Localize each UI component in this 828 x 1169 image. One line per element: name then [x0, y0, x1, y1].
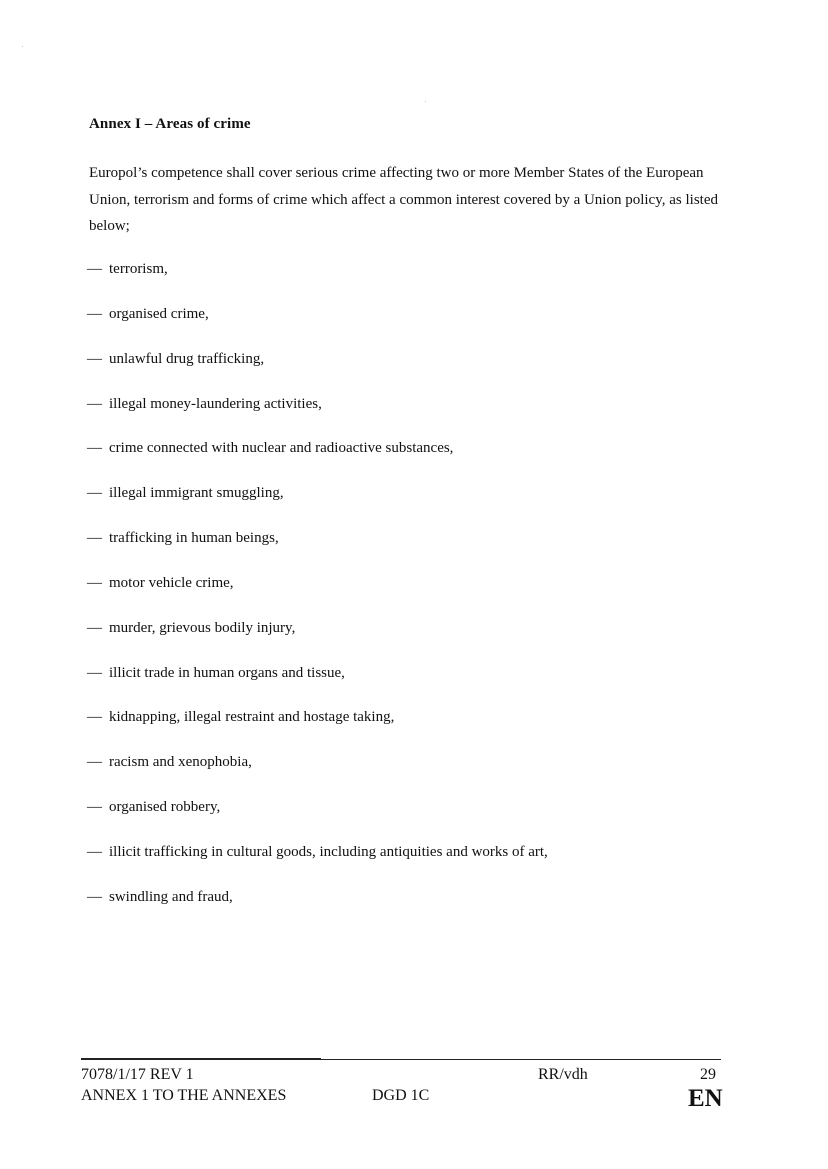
list-item-text: organised crime,: [109, 305, 209, 322]
list-item-text: racism and xenophobia,: [109, 754, 252, 771]
scan-speck: [425, 101, 426, 102]
list-item: [87, 841, 548, 886]
list-item-text: illegal immigrant smuggling,: [109, 485, 284, 502]
dash-bullet: —: [87, 440, 102, 457]
scan-speck: [22, 46, 23, 47]
annex-heading: Annex I – Areas of crime: [89, 116, 251, 132]
list-item: [87, 572, 548, 617]
dash-bullet: —: [87, 888, 102, 905]
document-reference: 7078/1/17 REV 1: [81, 1066, 194, 1083]
list-item-text: murder, grievous bodily injury,: [109, 619, 296, 636]
dash-bullet: —: [87, 485, 102, 502]
list-item: [87, 303, 548, 348]
dash-bullet: —: [87, 799, 102, 816]
list-item-text: unlawful drug trafficking,: [109, 350, 265, 367]
crime-areas-list: [87, 258, 548, 931]
list-item: [87, 662, 548, 707]
page-number: 29: [700, 1066, 716, 1083]
author-initials: RR/vdh: [538, 1066, 588, 1083]
dash-bullet: —: [87, 709, 102, 726]
list-item-text: swindling and fraud,: [109, 888, 233, 905]
department-code: DGD 1C: [372, 1087, 430, 1104]
list-item: [87, 796, 548, 841]
list-item: [87, 751, 548, 796]
list-item: [87, 886, 548, 931]
list-item-text: illegal money-laundering activities,: [109, 395, 322, 412]
list-item: [87, 437, 548, 482]
intro-paragraph: Europol’s competence shall cover serious crime affecting two or more Member States of the European Union, terrorism and forms of crime which affect a common interest covered by a Union policy, as listed below;: [89, 165, 718, 234]
list-item: [87, 393, 548, 438]
annex-reference: ANNEX 1 TO THE ANNEXES: [81, 1087, 287, 1104]
list-item-text: trafficking in human beings,: [109, 530, 279, 547]
dash-bullet: —: [87, 530, 102, 547]
dash-bullet: —: [87, 843, 102, 860]
dash-bullet: —: [87, 350, 102, 367]
list-item-text: motor vehicle crime,: [109, 574, 234, 591]
list-item-text: organised robbery,: [109, 799, 221, 816]
dash-bullet: —: [87, 619, 102, 636]
list-item: [87, 527, 548, 572]
list-item-text: illicit trafficking in cultural goods, including antiquities and works of art,: [109, 843, 548, 860]
list-item: [87, 258, 548, 303]
list-item-text: kidnapping, illegal restraint and hostage taking,: [109, 709, 395, 726]
list-item-text: terrorism,: [109, 261, 168, 277]
dash-bullet: —: [87, 305, 102, 322]
list-item-text: illicit trade in human organs and tissue,: [109, 664, 345, 681]
list-item-text: crime connected with nuclear and radioactive substances,: [109, 440, 454, 457]
list-item: [87, 482, 548, 527]
language-code: EN: [688, 1085, 723, 1112]
list-item: [87, 348, 548, 393]
list-item: [87, 706, 548, 751]
dash-bullet: —: [87, 574, 102, 591]
dash-bullet: —: [87, 395, 102, 412]
dash-bullet: —: [87, 261, 102, 277]
dash-bullet: —: [87, 754, 102, 771]
list-item: [87, 617, 548, 662]
footer-divider-accent: [81, 1058, 321, 1060]
dash-bullet: —: [87, 664, 102, 681]
